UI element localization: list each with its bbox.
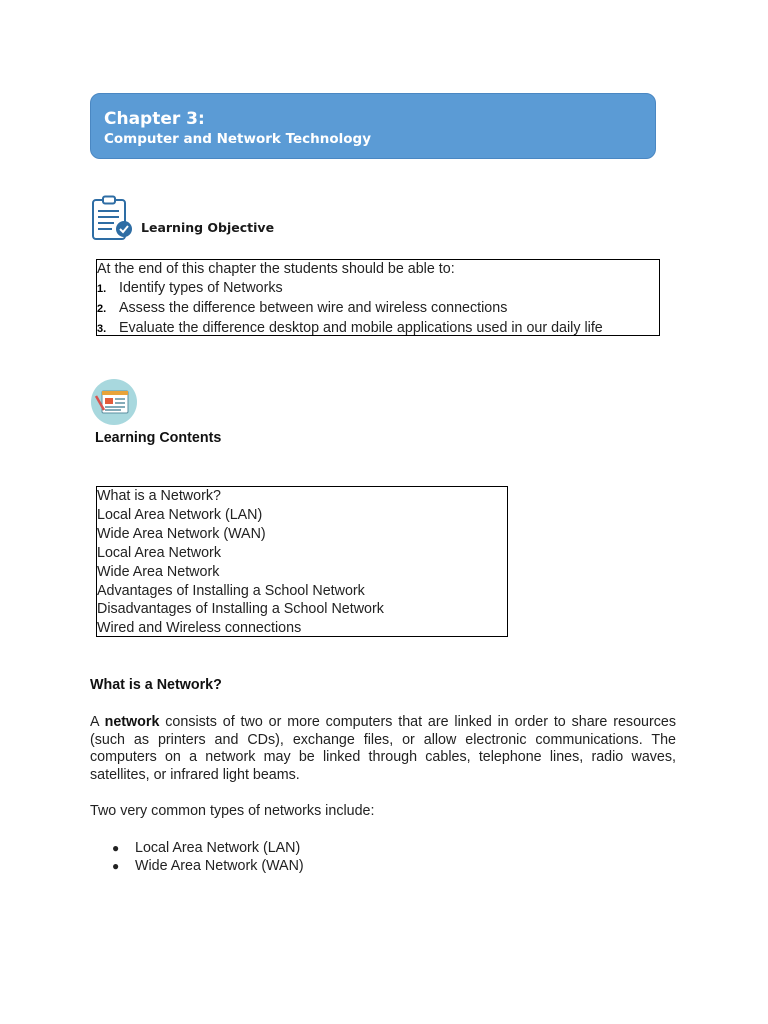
- chapter-title: Chapter 3:: [104, 109, 205, 129]
- types-intro: Two very common types of networks include:: [90, 803, 375, 819]
- network-term: network: [104, 714, 160, 730]
- objective-item: 3. Evaluate the difference desktop and mobile applications used in our daily life: [97, 320, 603, 336]
- chapter-subtitle: Computer and Network Technology: [104, 131, 372, 147]
- contents-item: Local Area Network: [97, 544, 221, 561]
- contents-item: Wide Area Network (WAN): [97, 525, 266, 542]
- clipboard-check-icon: [90, 195, 134, 243]
- network-types-list: [110, 839, 304, 875]
- learning-objective-heading: Learning Objective: [141, 220, 275, 235]
- document-list-icon: [90, 378, 138, 426]
- contents-item: Wide Area Network: [97, 563, 220, 580]
- learning-contents-heading: Learning Contents: [95, 430, 222, 446]
- chapter-banner: [90, 93, 656, 159]
- objective-item: 1. Identify types of Networks: [97, 280, 283, 296]
- objective-box: [96, 259, 660, 336]
- contents-item: Disadvantages of Installing a School Network: [97, 601, 384, 618]
- objective-intro: At the end of this chapter the students should be able to:: [97, 261, 455, 277]
- contents-item: Local Area Network (LAN): [97, 506, 263, 523]
- contents-box: [96, 486, 508, 637]
- objective-item: 2. Assess the difference between wire and wireless connections: [97, 300, 508, 316]
- contents-item: What is a Network?: [97, 488, 221, 504]
- bullet-icon: ●: [112, 841, 120, 855]
- list-item: ● Wide Area Network (WAN): [112, 858, 304, 874]
- contents-item: Advantages of Installing a School Network: [97, 582, 365, 599]
- bullet-icon: ●: [112, 859, 120, 873]
- network-definition-paragraph: A network consists of two or more computers that are linked in order to share resources (such as printers and CDs), exchange files, or allow electronic communications. The computers on a network may be linked through cables, telephone lines, radio waves, satellites, or infrared light beams.: [90, 714, 676, 784]
- contents-item: Wired and Wireless connections: [97, 620, 302, 637]
- list-item: ● Local Area Network (LAN): [112, 840, 301, 856]
- section-heading: What is a Network?: [90, 677, 222, 693]
